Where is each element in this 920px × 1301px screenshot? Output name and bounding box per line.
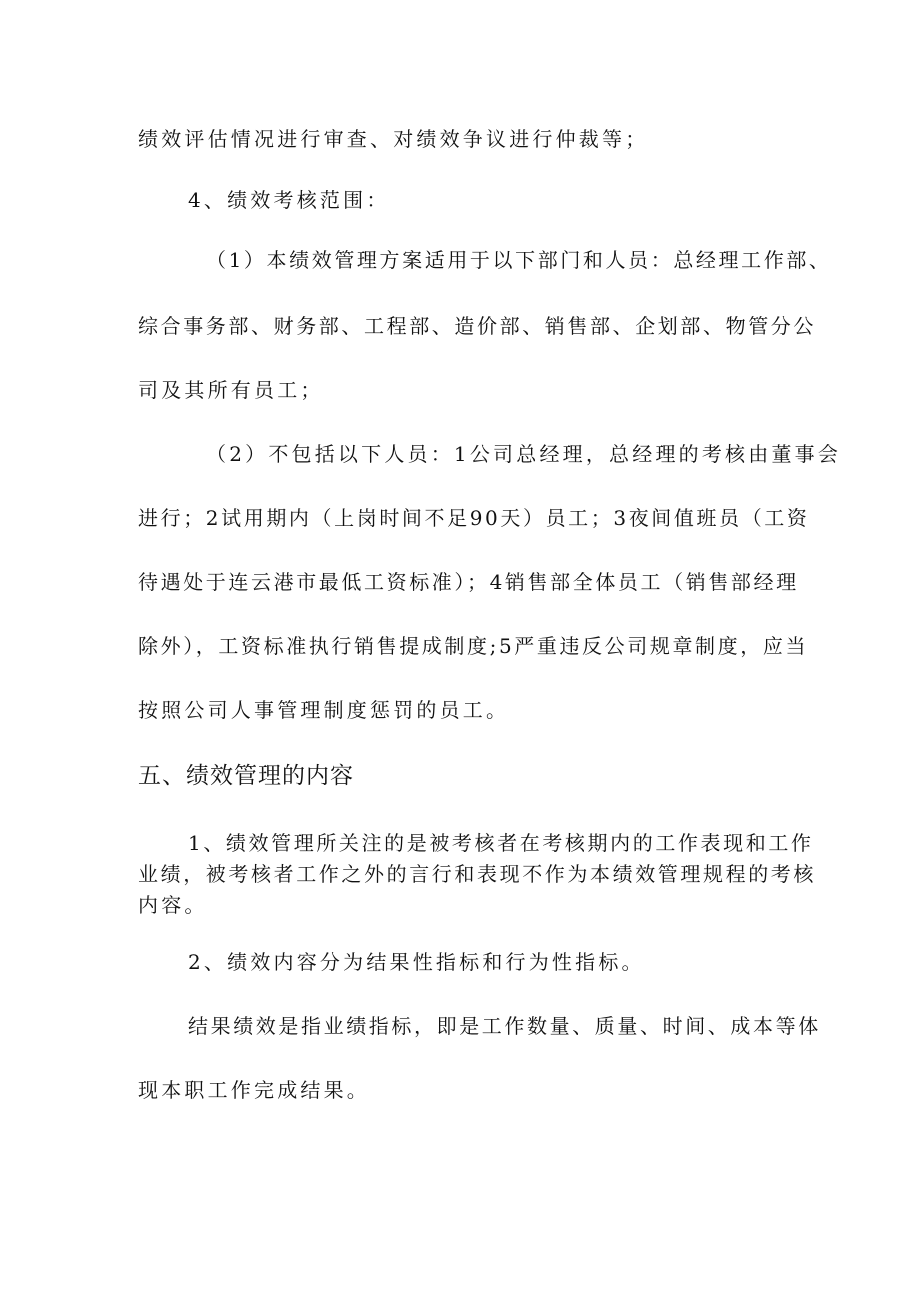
text-line-3: （1）本绩效管理方案适用于以下部门和人员：总经理工作部、 — [206, 248, 832, 272]
text-line-9: 除外），工资标准执行销售提成制度;5严重违反公司规章制度，应当 — [138, 634, 809, 658]
text-line-5: 司及其所有员工； — [138, 378, 324, 402]
section-line-6: 现本职工作完成结果。 — [138, 1078, 370, 1102]
text-line-6: （2）不包括以下人员：1公司总经理，总经理的考核由董事会 — [206, 442, 842, 466]
section-line-2: 业绩，被考核者工作之外的言行和表现不作为本绩效管理规程的考核 — [138, 862, 816, 886]
section-heading: 五、绩效管理的内容 — [138, 763, 354, 789]
text-line-4: 综合事务部、财务部、工程部、造价部、销售部、企划部、物管分公 — [138, 314, 816, 338]
text-line-10: 按照公司人事管理制度惩罚的员工。 — [138, 698, 510, 722]
section-line-4: 2、绩效内容分为结果性指标和行为性指标。 — [188, 950, 645, 974]
text-line-8: 待遇处于连云港市最低工资标准）；4销售部全体员工（销售部经理 — [138, 570, 799, 594]
text-line-7: 进行；2试用期内（上岗时间不足90天）员工；3夜间值班员（工资 — [138, 506, 810, 530]
section-line-1: 1、绩效管理所关注的是被考核者在考核期内的工作表现和工作 — [188, 831, 814, 855]
text-line-1: 绩效评估情况进行审查、对绩效争议进行仲裁等； — [138, 127, 649, 151]
section-line-3: 内容。 — [138, 893, 208, 917]
section-line-5: 结果绩效是指业绩指标，即是工作数量、质量、时间、成本等体 — [188, 1014, 821, 1038]
text-line-2: 4、绩效考核范围： — [188, 188, 390, 212]
